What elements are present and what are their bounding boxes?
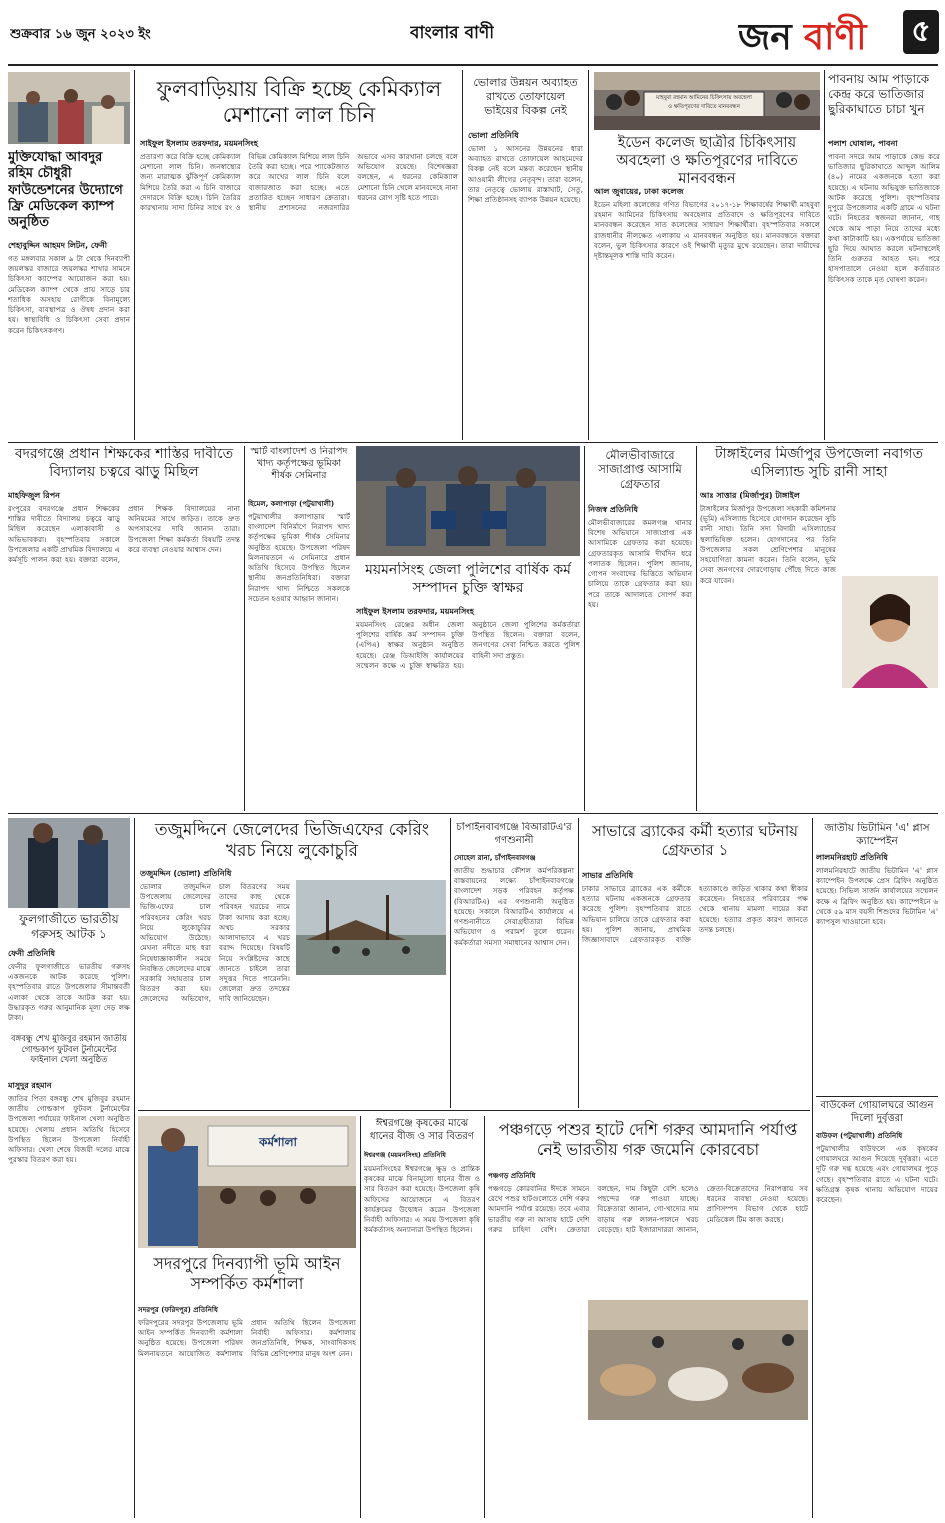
col-rule [824, 70, 825, 440]
body-eden: ইডেন মহিলা কলেজের গণিত বিভাগের ২০১৭-১৮ শিক্ষাবর্ষের শিক্ষার্থী মাহবুবা রহমান আমিনের চিকিৎসায় অবহেলার প্রতিবাদে ও ক্ষতিপূরণের দাবিতে মানববন্ধন করেছেন সাত কলেজের সাধারণ শিক্ষার্থীরা। বৃহস্পতিবার সকালে রাজধানীর নীলক্ষেত এলাকায় এ মানববন্ধন অনুষ্ঠিত হয়। মানববন্ধনে বক্তারা বলেন, ভুল চিকিৎসার কারণে ওই শিক্ষার্থী মৃত্যুর মুখে রয়েছেন। তারা দায়ীদের দৃষ্টান্তমূলক শাস্তি দাবি করেন। [594, 200, 820, 261]
cattle-market-photo [588, 1300, 808, 1420]
row-rule [138, 1110, 810, 1111]
body-baukel: পটুয়াখালীর বাউফলে এক কৃষকের গোয়ালঘরে আগুন দিয়েছে দুর্বৃত্তরা। এতে দুটি গরু দগ্ধ হয়েছে এবং গোয়ালঘর পুড়ে গেছে। বৃহস্পতিবার রাতে এ ঘটনা ঘটে। ক্ষতিগ্রস্ত কৃষক থানায় অভিযোগ দায়ের করেছেন। [816, 1144, 938, 1205]
body-fulgazi: ফেনীর ফুলগাজীতে ভারতীয় গরুসহ একজনকে আটক করেছে পুলিশ। বৃহস্পতিবার রাতে উপজেলার সীমান্তবর্তী এলাকা থেকে তাকে আটক করা হয়। উদ্ধারকৃত গরুর আনুমানিক মূল্য দেড় লক্ষ টাকা। [8, 962, 130, 1023]
byline-baukel: বাউফল (পটুয়াখালী) প্রতিনিধি [816, 1132, 903, 1140]
body-tangail: টাঙ্গাইলের মির্জাপুর উপজেলা সহকারী কমিশনার (ভূমি) এসিল্যান্ড হিসেবে যোগদান করেছেন সুচি রানী সাহা। তিনি সদ্য বিদায়ী এসিল্যান্ডের স্থলাভিষিক্ত হলেন। যোগদানের পর তিনি উপজেলার সকল শ্রেণিপেশার মানুষের সহযোগিতা কামনা করেন। তিনি বলেন, ভূমি সেবা জনগণের দোরগোড়ায় পৌঁছে দিতে কাজ করে যাবেন। [700, 504, 836, 585]
byline-mukti: শেহাবুদ্দিন আহমদ লিটন, ফেনী [8, 241, 108, 250]
byline-bangabandhu: মাসুদুর রহমান [8, 1081, 52, 1090]
byline-sadarpur: সদরপুর (ফরিদপুর) প্রতিনিধি [138, 1306, 218, 1314]
byline-iswarganj: ঈশ্বরগঞ্জ (ময়মনসিংহ) প্রতিনিধি [364, 1151, 446, 1159]
byline-tangail: আঃ সাত্তার (মির্জাপুর) টাঙ্গাইল [700, 491, 800, 500]
col-rule [578, 818, 579, 1108]
byline-tazumuddin: তজুমদ্দিন (ভোলা) প্রতিনিধি [140, 869, 232, 878]
col-rule [696, 446, 697, 811]
workshop-banner-text: কর্মশালা [258, 1135, 298, 1149]
headline-chapai: চাঁপাইনবাবগঞ্জে বিআরটিএ'র গণশুনানী [456, 822, 572, 846]
body-fulbaria: প্রতারণা করে বিক্রি হচ্ছে কেমিক্যাল মেশানো লাল চিনি। জনস্বাস্থ্যের জন্য মারাত্মক ঝুঁকিপূর্ণ কেমিক্যাল মিশিয়ে তৈরি করা এ চিনি বাজারে দেদারসে বিক্রি হচ্ছে। চিনি তৈরির কারখানায় সাদা চিনির সাথে রং ও বিভিন্ন কেমিক্যাল মিশিয়ে লাল চিনি তৈরি করা হচ্ছে। পরে প্যাকেটজাত করে আখের লাল চিনি বলে বাজারজাত করা হচ্ছে। এতে প্রতারিত হচ্ছেন সাধারণ ক্রেতারা। স্থানীয় প্রশাসনের নজরদারির অভাবে এসব কারখানা চলছে বলে অভিযোগ রয়েছে। বিশেষজ্ঞরা বলছেন, এ ধরনের কেমিক্যাল মেশানো চিনি খেলে মানবদেহে নানা ধরনের রোগ সৃষ্টি হতে পারে। [140, 152, 458, 213]
byline-police: সাইফুল ইসলাম তরফদার, ময়মনসিংহ [356, 607, 474, 616]
byline-panchagarh: পঞ্চগড় প্রতিনিধি [488, 1172, 536, 1180]
col-rule [244, 446, 245, 811]
headline-eden: ইডেন কলেজ ছাত্রীর চিকিৎসায় অবহেলা ও ক্ষতিপূরণের দাবিতে মানববন্ধন [616, 135, 798, 188]
logo-text-bani: বাণী [804, 17, 867, 58]
body-savar: ঢাকার সাভারে ব্র্যাকের এক কর্মীকে হত্যার ঘটনায় একজনকে গ্রেফতার করেছে পুলিশ। বৃহস্পতিবার রাতে অভিযান চালিয়ে তাকে গ্রেফতার করা হয়। পুলিশ জানায়, প্রাথমিক জিজ্ঞাসাবাদে গ্রেফতারকৃত ব্যক্তি হত্যাকাণ্ডে জড়িত থাকার কথা স্বীকার করেছেন। নিহতের পরিবারের পক্ষ থেকে থানায় মামলা দায়ের করা হয়েছে। হত্যার প্রকৃত কারণ জানতে তদন্ত চলছে। [582, 884, 808, 945]
headline-bhola: ভোলার উন্নয়ন অব্যাহত রাখতে তোফায়েল ভাইয়ের বিকল্প নেই [473, 76, 578, 117]
col-rule [588, 70, 589, 440]
body-police: ময়মনসিংহ রেঞ্জের অধীন জেলা পুলিশের বার্ষিক কর্ম সম্পাদন চুক্তি (এপিএ) স্বাক্ষর অনুষ্ঠান অনুষ্ঠিত হয়েছে। রেঞ্জ ডিআইজি কার্যালয়ের সম্মেলন কক্ষে এ চুক্তি স্বাক্ষরিত হয়। অনুষ্ঠানে জেলা পুলিশের কর্মকর্তারা উপস্থিত ছিলেন। বক্তারা বলেন, জনগণের সেবা নিশ্চিত করতে পুলিশ বাহিনী সদা প্রস্তুত। [356, 620, 580, 670]
header-rule [8, 64, 938, 66]
issue-date: শুক্রবার ১৬ জুন ২০২৩ ইং [10, 27, 151, 42]
headline-fulgazi: ফুলগাজীতে ভারতীয় গরুসহ আটক ১ [19, 912, 119, 941]
col-rule [450, 818, 451, 1108]
police-ceremony-photo [356, 446, 580, 556]
eden-protest-photo [594, 72, 820, 130]
headline-police: ময়মনসিংহ জেলা পুলিশের বার্ষিক কর্ম সম্পাদন চুক্তি স্বাক্ষর [365, 562, 571, 596]
body-mukti: গত মঙ্গলবার সকাল ৯ টা থেকে দিনব্যাপী জয়লস্কর বাজারে জয়লস্কর শাখার সামনে চিকিৎসা ক্যাম্পের আয়োজন করা হয়। মেডিকেল ক্যাম্প থেকে প্রায় সাড়ে চার শতাধিক অসহায় রোগীকে বিনামূল্যে চিকিৎসা, ব্যবস্থাপত্র ও ঔষধ প্রদান করা হয়। স্বাস্থ্যবিধি ও চিকিৎসা সেবা প্রদান করেন চিকিৎসকগণ। [8, 254, 130, 335]
body-moulvibazar: মৌলভীবাজারের কমলগঞ্জ থানার বিশেষ অভিযানে সাজাপ্রাপ্ত এক আসামিকে গ্রেফতার করা হয়েছে। গ্রেফতারকৃত আসামি দীর্ঘদিন ধরে পলাতক ছিলেন। পুলিশ জানায়, গোপন সংবাদের ভিত্তিতে অভিযান চালিয়ে তাকে গ্রেফতার করা হয়। পরে তাকে আদালতে সোপর্দ করা হয়। [588, 518, 692, 609]
headline-iswarganj: ঈশ্বরগঞ্জে কৃষকের মাঝে ধানের বীজ ও সার বিতরণ [370, 1118, 474, 1142]
banner-line-2: ও ক্ষতিপূরণের দাবিতে মানববন্ধন [668, 104, 740, 110]
body-iswarganj: ময়মনসিংহের ঈশ্বরগঞ্জে ক্ষুদ্র ও প্রান্তিক কৃষকের মাঝে বিনামূল্যে ধানের বীজ ও সার বিতরণ করা হয়েছে। উপজেলা কৃষি অফিসের আয়োজনে এ বিতরণ কার্যক্রমের উদ্বোধন করেন উপজেলা নির্বাহী অফিসার। এ সময় উপজেলা কৃষি কর্মকর্তাসহ অন্যান্যরা উপস্থিত ছিলেন। [364, 1164, 480, 1235]
headline-panchagarh: পঞ্চগড়ে পশুর হাটে দেশি গরুর আমদানি পর্যাপ্ত নেই ভারতীয় গরু জমেনি কোরবেচা [498, 1120, 798, 1159]
headline-savar: সাভারে ব্র্যাকের কর্মী হত্যার ঘটনায় গ্রেফতার ১ [591, 822, 799, 859]
byline-vitamin: লালমনিরহাট প্রতিনিধি [816, 853, 888, 862]
body-bhola: ভোলা ১ আসনের উন্নয়নের ধারা অব্যাহত রাখতে তোফায়েল আহমেদের বিকল্প নেই বলে মন্তব্য করেছেন স্থানীয় আওয়ামী লীগের নেতৃবৃন্দ। তারা বলেন, তার নেতৃত্বে ভোলায় রাস্তাঘাট, সেতু, শিক্ষা প্রতিষ্ঠানসহ ব্যাপক উন্নয়ন হয়েছে। [468, 144, 583, 205]
col-rule [134, 70, 135, 440]
byline-moulvibazar: নিজস্ব প্রতিনিধি [588, 505, 638, 514]
banner-line-1: মাহবুবা রহমান আমিনের চিকিৎসায় অবহেলা [656, 95, 752, 101]
headline-badarganj: বদরগঞ্জে প্রধান শিক্ষকের শাস্তির দাবীতে বিদ্যালয় চত্বরে ঝাড়ু মিছিল [14, 446, 234, 480]
byline-pabna: পলাশ ঘোষাল, পাবনা [828, 139, 898, 148]
byline-fulbaria: সাইফুল ইসলাম তরফদার, ময়মনসিংহ [140, 139, 258, 148]
fulgazi-arrest-photo [8, 818, 130, 908]
headline-fulbaria: ফুলবাড়িয়ায় বিক্রি হচ্ছে কেমিক্যাল মেশানো লাল চিনি [156, 77, 442, 128]
body-chapai: জাতীয় শুদ্ধাচার কৌশল কর্মপরিকল্পনা বাস্তবায়নের লক্ষ্যে চাঁপাইনবাবগঞ্জে বাংলাদেশ সড়ক পরিবহন কর্তৃপক্ষ (বিআরটিএ) এর গণশুনানী অনুষ্ঠিত হয়েছে। সকালে বিআরটিএ কার্যালয়ে এ গণশুনানীতে সেবাগ্রহীতারা বিভিন্ন অভিযোগ ও পরামর্শ তুলে ধরেন। কর্মকর্তারা সমস্যা সমাধানের আশ্বাস দেন। [454, 866, 574, 947]
col-rule [462, 70, 463, 440]
body-badarganj: রংপুরের বদরগঞ্জে প্রধান শিক্ষকের শাস্তির দাবীতে বিদ্যালয় চত্বরে ঝাড়ু মিছিল করেছেন এলাকাবাসী ও অভিভাবকরা। বৃহস্পতিবার সকালে উপজেলার একটি প্রাথমিক বিদ্যালয়ে এ কর্মসূচি পালন করা হয়। বক্তারা বলেন, প্রধান শিক্ষক বিদ্যালয়ের নানা অনিয়মের সাথে জড়িত। তাকে দ্রুত অপসারণের দাবি জানান তারা। উপজেলা শিক্ষা কর্মকর্তা বিষয়টি তদন্ত করে ব্যবস্থা নেওয়ার আশ্বাস দেন। [8, 504, 240, 565]
col-rule [484, 1116, 485, 1518]
headline-tazumuddin: তজুমদ্দিনে জেলেদের ভিজিএফের কেরিং খরচ নিয়ে লুকোচুরি [154, 820, 430, 862]
headline-tangail: টাঙ্গাইলের মির্জাপুর উপজেলা নবাগত এসিল্যান্ড সুচি রানী সাহা [715, 446, 923, 480]
body-bangabandhu: জাতির পিতা বঙ্গবন্ধু শেখ মুজিবুর রহমান জাতীয় গোল্ডকাপ ফুটবল টুর্নামেন্টের উপজেলা পর্যায়ের ফাইনাল খেলা অনুষ্ঠিত হয়েছে। খেলায় প্রধান অতিথি হিসেবে উপস্থিত ছিলেন উপজেলা নির্বাহী অফিসার। খেলা শেষে বিজয়ী দলের মাঝে পুরস্কার বিতরণ করা হয়। [8, 1094, 130, 1165]
newspaper-logo [738, 10, 898, 58]
headline-moulvibazar: মৌলভীবাজারে সাজাপ্রাপ্ত আসামি গ্রেফতার [598, 448, 682, 491]
headline-baukel: বাউকেল গোয়ালঘরে আগুন দিলো দুর্বৃত্তরা [820, 1100, 934, 1124]
body-panchagarh: পঞ্চগড়ে কোরবানির ঈদকে সামনে রেখে পশুর হাটগুলোতে দেশি গরুর আমদানি পর্যাপ্ত রয়েছে। তবে এবার ভারতীয় গরু না আসায় হাটে দেশি গরুর চাহিদা বেশি। ক্রেতারা বলছেন, দাম কিছুটা বেশি হলেও পছন্দের গরু পাওয়া যাচ্ছে। বিক্রেতারা জানান, গো-খাদ্যের দাম বাড়ায় গরু লালন-পালনে খরচ বেড়েছে। হাট ইজারাদাররা জানান, ক্রেতা-বিক্রেতাদের নিরাপত্তায় সব ধরনের ব্যবস্থা নেওয়া হয়েছে। প্রাণিসম্পদ বিভাগ থেকে হাটে মেডিকেল টিম কাজ করছে। [488, 1184, 808, 1234]
headline-mukti: মুক্তিযোদ্ধা আবদুর রহিম চৌধুরী ফাউন্ডেশনের উদ্যোগে ফ্রি মেডিকেল ক্যাম্প অনুষ্ঠিত [8, 150, 123, 230]
masthead [0, 0, 945, 66]
headline-smart: স্মার্ট বাংলাদেশ ও নিরাপদ খাদ্য কর্তৃপক্ষের ভূমিকা শীর্ষক সেমিনার [250, 446, 348, 481]
body-pabna: পাবনা সদরে আম পাড়াকে কেন্দ্র করে ভাতিজার ছুরিকাঘাতে আব্দুল আলিম (৪০) নামের একজনকে হত্যা করা হয়েছে। এ ঘটনায় অভিযুক্ত ভাতিজাকে আটক করেছে পুলিশ। বৃহস্পতিবার দুপুরে উপজেলার একটি গ্রামে এ ঘটনা ঘটে। নিহতের স্বজনরা জানান, গাছ থেকে আম পাড়া নিয়ে তাদের মধ্যে কথা কাটাকাটি হয়। একপর্যায়ে ভাতিজা ছুরি দিয়ে আঘাত করলে ঘটনাস্থলেই তিনি গুরুতর আহত হন। পরে হাসপাতালে নেওয়া হলে কর্তব্যরত চিকিৎসক তাকে মৃত ঘোষণা করেন। [828, 152, 940, 284]
body-tazumuddin-cont [296, 980, 446, 1102]
col-rule-h [816, 1096, 938, 1097]
medical-camp-photo [8, 72, 130, 144]
byline-savar: সাভার প্রতিনিধি [582, 871, 634, 880]
row-rule [8, 813, 938, 814]
body-panchagarh-cont [488, 1424, 808, 1514]
body-smart: পটুয়াখালীর কলাপাড়ায় স্মার্ট বাংলাদেশ বিনির্মাণে নিরাপদ খাদ্য কর্তৃপক্ষের ভূমিকা শীর্ষক সেমিনার অনুষ্ঠিত হয়েছে। উপজেলা পরিষদ মিলনায়তনে এ সেমিনারে প্রধান অতিথি হিসেবে উপস্থিত ছিলেন স্থানীয় জনপ্রতিনিধিরা। বক্তারা নিরাপদ খাদ্য নিশ্চিতে সকলকে সচেতন হওয়ার আহ্বান জানান। [248, 512, 350, 603]
body-vitamin: লালমনিরহাটে জাতীয় ভিটামিন 'এ' প্লাস ক্যাম্পেইন উপলক্ষে প্রেস ব্রিফিং অনুষ্ঠিত হয়েছে। সিভিল সার্জন কার্যালয়ের সম্মেলন কক্ষে এ ব্রিফিং অনুষ্ঠিত হয়। ক্যাম্পেইনে ৬ থেকে ৫৯ মাস বয়সী শিশুদের ভিটামিন 'এ' ক্যাপসুল খাওয়ানো হবে। [816, 866, 938, 927]
col-rule [360, 1116, 361, 1518]
col-rule [812, 818, 813, 1518]
byline-smart: হিমেল, কলাপাড়া (পটুয়াখালী) [248, 500, 335, 508]
headline-sadarpur: সদরপুরে দিনব্যাপী ভূমি আইন সম্পর্কিত কর্মশালা [153, 1254, 341, 1293]
logo-text-jon: জন [738, 17, 792, 58]
col-rule [584, 446, 585, 811]
byline-badarganj: মাহফিজুল রিপন [8, 491, 60, 500]
row-rule [8, 442, 938, 443]
page-number: ৫ [903, 10, 939, 54]
section-title: বাংলার বাণী [410, 23, 495, 43]
body-sadarpur: ফরিদপুরের সদরপুর উপজেলায় ভূমি আইন সম্পর্কিত দিনব্যাপী কর্মশালা অনুষ্ঠিত হয়েছে। উপজেলা পরিষদ মিলনায়তনে আয়োজিত কর্মশালায় প্রধান অতিথি ছিলেন উপজেলা নির্বাহী অফিসার। কর্মশালায় জনপ্রতিনিধি, শিক্ষক, সাংবাদিকসহ বিভিন্ন শ্রেণিপেশার মানুষ অংশ নেন। [138, 1318, 356, 1358]
headline-vitamin: জাতীয় ভিটামিন 'এ' প্লাস ক্যাম্পেইন [824, 822, 930, 848]
headline-pabna: পাবনায় আম পাড়াকে কেন্দ্র করে ভাতিজার ছুরিকাঘাতে চাচা খুন [828, 72, 930, 116]
col-rule [134, 818, 135, 1518]
headline-bangabandhu: বঙ্গবন্ধু শেখ মুজিবুর রহমান জাতীয় গোল্ডকাপ ফুটবল টুর্নামেন্টের ফাইনাল খেলা অনুষ্ঠিত [10, 1034, 128, 1066]
acland-portrait-photo [842, 576, 938, 688]
fishermen-photo [296, 880, 446, 975]
body-tazumuddin: ভোলার তজুমদ্দিন উপজেলায় জেলেদের ভিজিএফের চাল পরিবহনের কেরিং খরচ নিয়ে লুকোচুরির অভিযোগ উঠেছে। মেঘনা নদীতে মাছ ধরা নিষেধাজ্ঞাকালীন সময়ে নিবন্ধিত জেলেদের মাঝে সরকারি সহায়তার চাল বিতরণ করা হয়। জেলেদের অভিযোগ, চাল বিতরণের সময় তাদের কাছ থেকে পরিবহন খরচের নামে টাকা আদায় করা হচ্ছে। অথচ সরকার আলাদাভাবে এ খরচ বরাদ্দ দিয়েছে। বিষয়টি নিয়ে সংশ্লিষ্টদের কাছে জানতে চাইলে তারা সদুত্তর দিতে পারেননি। জেলেরা দ্রুত তদন্তের দাবি জানিয়েছেন। [140, 882, 290, 1004]
workshop-photo [138, 1116, 356, 1248]
byline-eden: আল জুবায়ের, ঢাকা কলেজ [594, 187, 684, 196]
byline-bhola: ভোলা প্রতিনিধি [468, 131, 519, 140]
byline-chapai: সোহেল রানা, চাঁপাইনবাবগঞ্জ [454, 854, 536, 862]
byline-fulgazi: ফেনী প্রতিনিধি [8, 949, 56, 958]
